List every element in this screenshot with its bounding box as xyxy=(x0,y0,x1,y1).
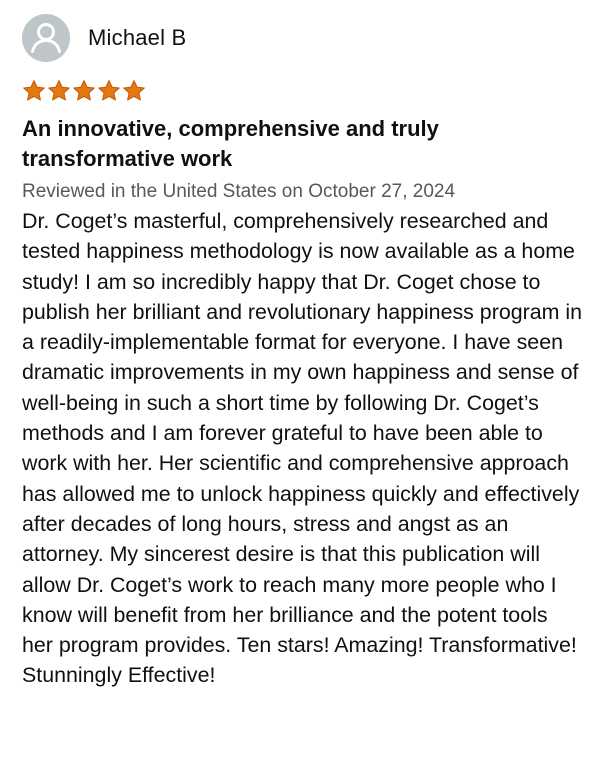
default-user-avatar-icon[interactable] xyxy=(22,14,70,62)
reviewer-profile[interactable] xyxy=(22,14,584,62)
star-icon xyxy=(72,79,96,103)
star-rating[interactable] xyxy=(22,78,584,104)
star-icon xyxy=(47,79,71,103)
review-title[interactable]: An innovative, comprehensive and truly transformative work xyxy=(22,116,439,171)
review-date: Reviewed in the United States on October 27, 2024 xyxy=(22,181,456,202)
star-icon xyxy=(122,79,146,103)
star-icon xyxy=(22,79,46,103)
reviewer-name[interactable]: Michael B xyxy=(88,25,187,50)
review-body: Dr. Coget’s masterful, comprehensively researched and tested happiness methodology is now available as a home study! I am so incredibly happy that Dr. Coget chose to publish her brilliant and revolutionary happiness program in a readily-implementable format for everyone. I have seen dramatic improvements in my own happiness and sense of well-being in such a short time by following Dr. Coget’s methods and I am forever grateful to have been able to work with her. Her scientific and comprehensive approach has allowed me to unlock happiness quickly and effectively after decades of long hours, stress and angst as an attorney. My sincerest desire is that this publication will allow Dr. Coget’s work to reach many more people who I know will benefit from her brilliance and the potent tools her program provides. Ten stars! Amazing! Transformative! Stunningly Effective! xyxy=(22,209,583,688)
star-icon xyxy=(97,79,121,103)
